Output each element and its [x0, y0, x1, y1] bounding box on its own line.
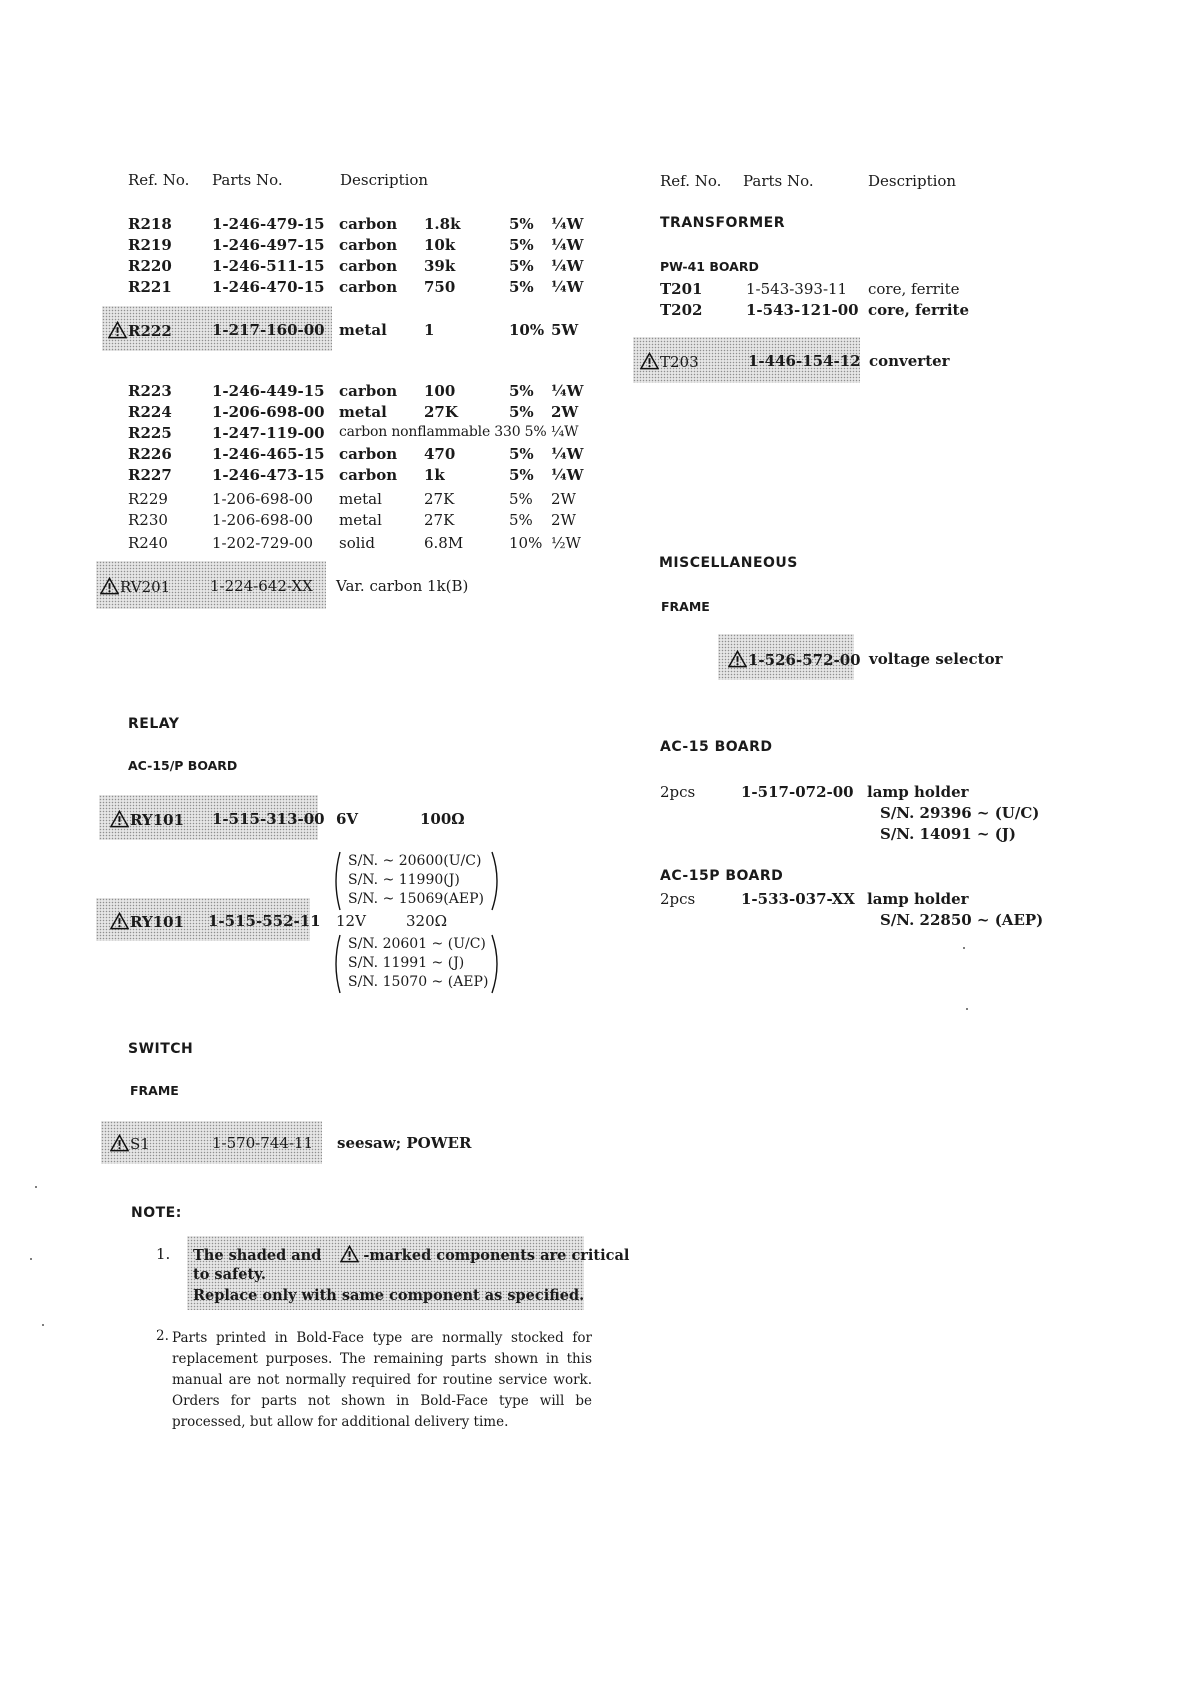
serial-line: S/N. 22850 ~ (AEP)	[880, 911, 1044, 929]
parts-no: 1-446-154-12	[748, 352, 861, 370]
header-ref-no: Ref. No.	[660, 172, 722, 190]
resistance: 320Ω	[406, 912, 448, 930]
note-text: replacement purposes. The remaining parts shown in this	[172, 1351, 592, 1367]
serial-line: S/N. 15070 ~ (AEP)	[348, 974, 489, 990]
warning-triangle-icon	[100, 577, 119, 595]
tolerance: 10%	[509, 534, 543, 552]
board-label-frame: FRAME	[661, 599, 710, 614]
scan-speck	[966, 1008, 968, 1010]
quantity: 2pcs	[660, 890, 696, 908]
serial-line: S/N. 11991 ~ (J)	[348, 955, 465, 971]
parts-no: 1-202-729-00	[212, 534, 314, 552]
header-description: Description	[340, 171, 429, 189]
serial-line: S/N. 14091 ~ (J)	[880, 825, 1016, 843]
description: lamp holder	[867, 783, 969, 801]
section-title-switch: SWITCH	[128, 1041, 194, 1057]
description: carbon	[339, 382, 398, 400]
warning-triangle-icon	[110, 1134, 129, 1152]
value: 1k	[424, 466, 445, 484]
table-row	[110, 810, 465, 829]
power: ¼W	[551, 466, 584, 484]
table-row	[110, 912, 448, 931]
tolerance: 5%	[509, 466, 534, 484]
board-label-pw41: PW-41 BOARD	[660, 259, 759, 274]
power: ¼W	[551, 445, 584, 463]
tolerance: 5%	[509, 278, 534, 296]
description: carbon nonflammable 330 5% ¼W	[339, 424, 579, 440]
description: lamp holder	[867, 890, 969, 908]
note-text: processed, but allow for additional delivery time.	[172, 1414, 509, 1430]
description: carbon	[339, 257, 398, 275]
scan-speck	[30, 1258, 32, 1260]
tolerance: 5%	[509, 257, 534, 275]
parts-no: 1-206-698-00	[212, 490, 314, 508]
note-title: NOTE:	[131, 1205, 182, 1221]
power: ¼W	[551, 382, 584, 400]
description: converter	[869, 352, 950, 370]
note-text: to safety.	[193, 1266, 266, 1283]
ref-no: RY101	[130, 811, 185, 829]
parts-no: 1-206-698-00	[212, 403, 325, 421]
power: ¼W	[551, 215, 584, 233]
parts-no: 1-246-511-15	[212, 257, 325, 275]
parts-no: 1-570-744-11	[212, 1134, 314, 1152]
ref-no: R222	[128, 322, 172, 340]
parts-no: 1-246-449-15	[212, 382, 325, 400]
tolerance: 5%	[509, 236, 534, 254]
ref-no: R225	[128, 424, 172, 442]
tolerance: 5%	[509, 403, 534, 421]
parts-no: 1-246-470-15	[212, 278, 325, 296]
voltage: 12V	[336, 912, 366, 930]
description: metal	[339, 403, 387, 421]
tolerance: 5%	[509, 511, 533, 529]
ref-no: R227	[128, 466, 172, 484]
parts-no: 1-246-465-15	[212, 445, 325, 463]
warning-triangle-icon	[110, 810, 129, 828]
ref-no: R219	[128, 236, 172, 254]
scan-speck	[42, 1324, 44, 1326]
note-text: manual are not normally required for routine service work.	[172, 1372, 592, 1388]
description: voltage selector	[869, 650, 1003, 668]
tolerance: 5%	[509, 382, 534, 400]
tolerance: 5%	[509, 445, 534, 463]
parts-no: 1-543-121-00	[746, 301, 859, 319]
description: carbon	[339, 278, 398, 296]
description: solid	[339, 534, 375, 552]
ref-no: R226	[128, 445, 172, 463]
power: ¼W	[551, 278, 584, 296]
value: 27K	[424, 490, 455, 508]
warning-triangle-icon	[728, 650, 747, 668]
description: core, ferrite	[868, 301, 970, 319]
description: metal	[339, 490, 382, 508]
header-ref-no: Ref. No.	[128, 171, 190, 189]
board-label-ac15p: AC-15P BOARD	[660, 868, 784, 884]
parts-no: 1-206-698-00	[212, 511, 314, 529]
description: Var. carbon 1k(B)	[336, 577, 469, 595]
ref-no: R220	[128, 257, 172, 275]
description: carbon	[339, 445, 398, 463]
note-text: Parts printed in Bold-Face type are normally stocked for	[172, 1330, 592, 1346]
serial-line: S/N. ~ 20600(U/C)	[348, 853, 482, 869]
voltage: 6V	[336, 810, 359, 828]
value: 750	[424, 278, 456, 296]
power: 2W	[551, 511, 576, 529]
table-row	[110, 1134, 472, 1153]
ref-no: R230	[128, 511, 168, 529]
power: 2W	[551, 490, 576, 508]
parts-no: 1-526-572-00	[748, 651, 861, 669]
quantity: 2pcs	[660, 783, 696, 801]
note-text: The shaded and	[193, 1247, 322, 1264]
parts-no: 1-543-393-11	[746, 280, 848, 298]
ref-no: R221	[128, 278, 172, 296]
value: 1.8k	[424, 215, 461, 233]
header-parts-no: Parts No.	[212, 171, 283, 189]
tolerance: 5%	[509, 215, 534, 233]
serial-line: S/N. 29396 ~ (U/C)	[880, 804, 1040, 822]
ref-no: T203	[660, 353, 699, 371]
table-row	[640, 352, 950, 371]
value: 39k	[424, 257, 456, 275]
ref-no: R240	[128, 534, 168, 552]
description: carbon	[339, 215, 398, 233]
parts-no: 1-246-497-15	[212, 236, 325, 254]
serial-line: S/N. ~ 15069(AEP)	[348, 891, 484, 907]
header-description: Description	[868, 172, 957, 190]
tolerance: 5%	[509, 490, 533, 508]
ref-no: T202	[660, 301, 703, 319]
value: 470	[424, 445, 456, 463]
tolerance: 10%	[509, 321, 545, 339]
section-title-transformer: TRANSFORMER	[660, 215, 785, 231]
parts-no: 1-533-037-XX	[741, 890, 855, 908]
power: ¼W	[551, 257, 584, 275]
note-2-paragraph	[172, 1328, 592, 1433]
section-title-relay: RELAY	[128, 716, 180, 732]
header-parts-no: Parts No.	[743, 172, 814, 190]
value: 10k	[424, 236, 456, 254]
value: 27K	[424, 403, 458, 421]
parts-no: 1-246-479-15	[212, 215, 325, 233]
scan-speck	[963, 947, 965, 949]
table-row	[728, 650, 1003, 669]
scan-speck	[35, 1186, 37, 1188]
note-number: 2.	[156, 1328, 169, 1344]
parts-no: 1-246-473-15	[212, 466, 325, 484]
resistance: 100Ω	[420, 810, 465, 828]
value: 100	[424, 382, 456, 400]
serial-line: S/N. 20601 ~ (U/C)	[348, 936, 486, 952]
parts-no: 1-515-313-00	[212, 810, 325, 828]
description: carbon	[339, 466, 398, 484]
description: seesaw; POWER	[337, 1134, 472, 1152]
power: 2W	[551, 403, 579, 421]
ref-no: T201	[660, 280, 703, 298]
power: ¼W	[551, 236, 584, 254]
warning-triangle-icon	[340, 1245, 359, 1263]
value: 1	[424, 321, 435, 339]
value: 27K	[424, 511, 455, 529]
parts-no: 1-515-552-11	[208, 912, 321, 930]
ref-no: S1	[130, 1135, 150, 1153]
note-1-line	[193, 1245, 629, 1264]
board-label-frame: FRAME	[130, 1083, 179, 1098]
parts-no: 1-247-119-00	[212, 424, 325, 442]
table-row	[100, 577, 469, 596]
table-row	[108, 321, 579, 340]
note-number: 1.	[156, 1245, 171, 1263]
serial-line: S/N. ~ 11990(J)	[348, 872, 460, 888]
ref-no: R224	[128, 403, 172, 421]
note-text: -marked components are critical	[363, 1247, 630, 1264]
parts-no: 1-217-160-00	[212, 321, 325, 339]
note-text: Replace only with same component as specified.	[193, 1287, 585, 1304]
description: core, ferrite	[868, 280, 960, 298]
ref-no: R223	[128, 382, 172, 400]
warning-triangle-icon	[640, 352, 659, 370]
description: metal	[339, 511, 382, 529]
board-label-ac15p: AC-15/P BOARD	[128, 758, 238, 773]
ref-no: RV201	[120, 578, 171, 596]
warning-triangle-icon	[108, 321, 127, 339]
parts-no: 1-517-072-00	[741, 783, 854, 801]
power: 5W	[551, 321, 579, 339]
ref-no: RY101	[130, 913, 185, 931]
description: carbon	[339, 236, 398, 254]
ref-no: R218	[128, 215, 172, 233]
note-text: Orders for parts not shown in Bold-Face type will be	[172, 1393, 592, 1409]
value: 6.8M	[424, 534, 464, 552]
ref-no: R229	[128, 490, 168, 508]
parts-no: 1-224-642-XX	[210, 577, 313, 595]
section-title-miscellaneous: MISCELLANEOUS	[659, 555, 798, 571]
power: ½W	[551, 534, 581, 552]
warning-triangle-icon	[110, 912, 129, 930]
board-label-ac15: AC-15 BOARD	[660, 739, 773, 755]
description: metal	[339, 321, 387, 339]
